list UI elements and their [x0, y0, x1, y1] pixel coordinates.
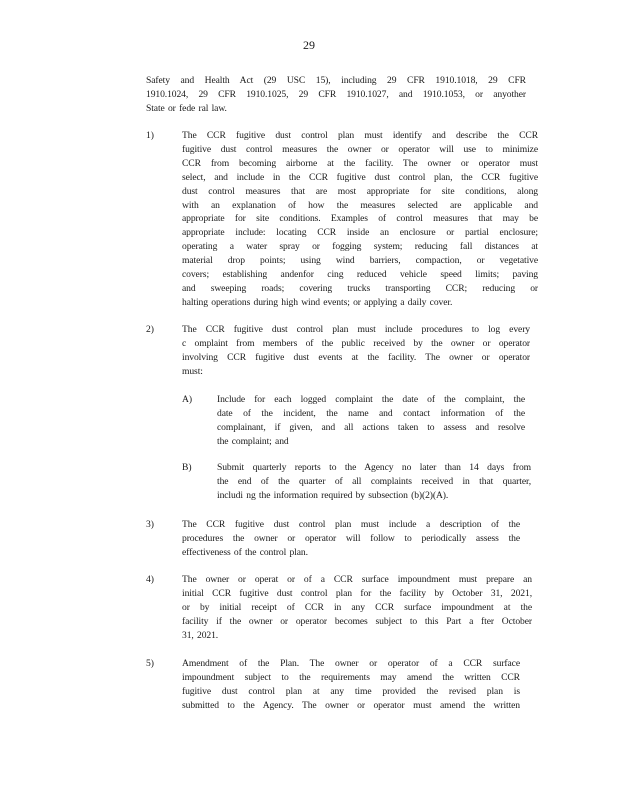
item-number: 4): [146, 574, 154, 585]
subitem-number: B): [182, 462, 192, 473]
text-line: The CCR fugitive dust control plan must identify and describe the CCR: [182, 130, 538, 141]
item-number: 1): [146, 130, 154, 141]
subitem-a-paragraph: [217, 393, 525, 449]
text-line: effectiveness of the control plan.: [182, 546, 308, 558]
text-line: The CCR fugitive dust control plan must include a description of the: [182, 519, 520, 530]
text-line: impoundment subject to the requirements may amend the written CCR: [182, 671, 520, 683]
item-4-paragraph: [182, 573, 532, 643]
text-line: c omplaint from members of the public received by the owner or operator: [182, 337, 530, 349]
text-line: date of the incident, the name and contact information of the: [217, 407, 525, 419]
text-line: fugitive dust control measures the owner or operator will use to minimize: [182, 143, 538, 155]
item-3-paragraph: [182, 518, 520, 560]
text-line: must:: [182, 365, 203, 377]
text-line: Safety and Health Act (29 USC 15), including 29 CFR 1910.1018, 29 CFR: [146, 75, 526, 86]
text-line: 31, 2021.: [182, 629, 219, 641]
subitem-b-paragraph: [217, 461, 531, 503]
text-line: fugitive dust control plan at any time provided the revised plan is: [182, 685, 520, 697]
text-line: Submit quarterly reports to the Agency no later than 14 days from: [217, 462, 531, 473]
text-line: covers; establishing andenfor cing reduced vehicle speed limits; paving: [182, 269, 538, 281]
subitem-number: A): [182, 394, 193, 405]
text-line: submitted to the Agency. The owner or operator must amend the written: [182, 699, 520, 711]
text-line: Amendment of the Plan. The owner or operator of a CCR surface: [182, 658, 520, 669]
text-line: procedures the owner or operator will follow to periodically assess the: [182, 532, 520, 544]
text-line: The CCR fugitive dust control plan must include procedures to log every: [182, 324, 530, 335]
text-line: The owner or operat or of a CCR surface impoundment must prepare an: [182, 574, 532, 585]
page-number: 29: [303, 38, 315, 52]
text-line: material drop points; using wind barriers, compaction, or vegetative: [182, 255, 538, 267]
item-5-paragraph: [182, 657, 520, 713]
intro-paragraph: [146, 74, 526, 116]
text-line: 1910.1024, 29 CFR 1910.1025, 29 CFR 1910.1027, and 1910.1053, or anyother: [146, 88, 526, 100]
text-line: appropriate for site conditions. Examples of control measures that may be: [182, 213, 538, 225]
text-line: the end of the quarter of all complaints received in that quarter,: [217, 475, 531, 487]
item-number: 5): [146, 658, 154, 669]
text-line: CCR from becoming airborne at the facility. The owner or operator must: [182, 157, 538, 169]
item-number: 2): [146, 324, 154, 335]
text-line: dust control measures that are most appropriate for site conditions, along: [182, 185, 538, 197]
item-2-paragraph: [182, 323, 530, 379]
text-line: or by initial receipt of CCR in any CCR surface impoundment at the: [182, 601, 532, 613]
text-line: State or fede ral law.: [146, 102, 227, 114]
text-line: facility if the owner or operator becomes subject to this Part a fter October: [182, 615, 532, 627]
text-line: with an explanation of how the measures selected are applicable and: [182, 199, 538, 211]
text-line: involving CCR fugitive dust events at the facility. The owner or operator: [182, 351, 530, 363]
text-line: complainant, if given, and all actions taken to assess and resolve: [217, 421, 525, 433]
item-1-paragraph: [182, 129, 538, 310]
text-line: operating a water spray or fogging system; reducing fall distances at: [182, 241, 538, 253]
text-line: Include for each logged complaint the date of the complaint, the: [217, 394, 525, 405]
text-line: initial CCR fugitive dust control plan for the facility by October 31, 2021,: [182, 587, 532, 599]
text-line: the complaint; and: [217, 435, 289, 447]
item-number: 3): [146, 519, 154, 530]
text-line: appropriate include: locating CCR inside an enclosure or partial enclosure;: [182, 227, 538, 239]
text-line: halting operations during high wind events; or applying a daily cover.: [182, 296, 453, 308]
text-line: and sweeping roads; covering trucks transporting CCR; reducing or: [182, 282, 538, 294]
text-line: select, and include in the CCR fugitive dust control plan, the CCR fugitive: [182, 171, 538, 183]
text-line: includi ng the information required by subsection (b)(2)(A).: [217, 489, 449, 501]
